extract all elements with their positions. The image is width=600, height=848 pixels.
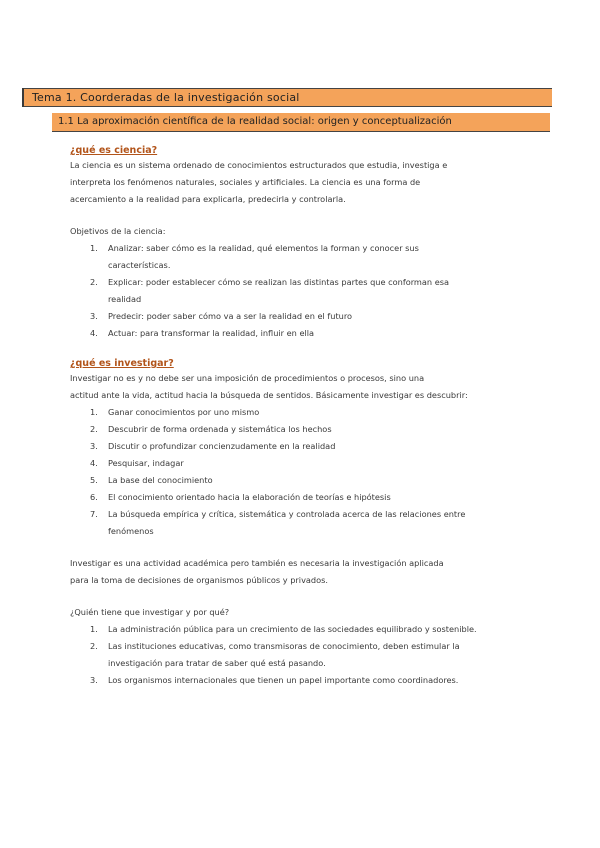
list-item bbox=[70, 240, 540, 274]
list-text: Ganar conocimientos por uno mismo bbox=[108, 407, 260, 417]
list-text: Pesquisar, indagar bbox=[108, 458, 184, 468]
list-number: 3. bbox=[90, 675, 98, 685]
content-body bbox=[70, 144, 540, 689]
list-item bbox=[70, 472, 540, 489]
list-item bbox=[70, 438, 540, 455]
ciencia-definition bbox=[70, 157, 540, 208]
section-title-bar bbox=[52, 113, 550, 132]
list-number: 4. bbox=[90, 458, 98, 468]
heading-ciencia: ¿qué es ciencia? bbox=[70, 145, 158, 156]
list-text: Descubrir de forma ordenada y sistemática los hechos bbox=[108, 424, 332, 434]
text-line: Investigar es una actividad académica pero también es necesaria la investigación aplicada bbox=[70, 558, 444, 568]
list-text: fenómenos bbox=[108, 526, 154, 536]
text-line: para la toma de decisiones de organismos públicos y privados. bbox=[70, 575, 329, 585]
list-text: El conocimiento orientado hacia la elaboración de teorías e hipótesis bbox=[108, 492, 391, 502]
text-line: interpreta los fenómenos naturales, sociales y artificiales. La ciencia es una forma de bbox=[70, 177, 421, 187]
list-item bbox=[70, 621, 540, 638]
topic-title: Tema 1. Coorderadas de la investigación social bbox=[32, 91, 300, 104]
objectives-label: Objetivos de la ciencia: bbox=[70, 226, 166, 236]
list-text: Las instituciones educativas, como transmisoras de conocimiento, deben estimular la bbox=[108, 641, 460, 651]
list-item bbox=[70, 325, 540, 342]
list-item bbox=[70, 404, 540, 421]
list-number: 1. bbox=[90, 407, 98, 417]
quien-question: ¿Quién tiene que investigar y por qué? bbox=[70, 607, 230, 617]
list-text: Discutir o profundizar concienzudamente en la realidad bbox=[108, 441, 336, 451]
list-item bbox=[70, 672, 540, 689]
text-line: acercamiento a la realidad para explicarla, predecirla y controlarla. bbox=[70, 194, 346, 204]
list-item bbox=[70, 638, 540, 672]
list-text: características. bbox=[108, 260, 171, 270]
list-item bbox=[70, 489, 540, 506]
list-item bbox=[70, 421, 540, 438]
list-text: Predecir: poder saber cómo va a ser la realidad en el futuro bbox=[108, 311, 353, 321]
list-number: 7. bbox=[90, 509, 98, 519]
list-number: 3. bbox=[90, 441, 98, 451]
list-text: La base del conocimiento bbox=[108, 475, 213, 485]
text-line: actitud ante la vida, actitud hacia la búsqueda de sentidos. Básicamente investigar es descubrir: bbox=[70, 390, 468, 400]
list-text: Analizar: saber cómo es la realidad, qué elementos la forman y conocer sus bbox=[108, 243, 419, 253]
list-number: 4. bbox=[90, 328, 98, 338]
list-number: 2. bbox=[90, 641, 98, 651]
list-item bbox=[70, 274, 540, 308]
list-number: 1. bbox=[90, 624, 98, 634]
text-line: Investigar no es y no debe ser una imposición de procedimientos o procesos, sino una bbox=[70, 373, 425, 383]
list-text: Actuar: para transformar la realidad, influir en ella bbox=[108, 328, 315, 338]
list-item bbox=[70, 308, 540, 325]
list-number: 5. bbox=[90, 475, 98, 485]
list-item bbox=[70, 506, 540, 540]
objectives-list bbox=[70, 240, 540, 342]
list-item bbox=[70, 455, 540, 472]
investigar-list bbox=[70, 404, 540, 540]
list-text: Los organismos internacionales que tienen un papel importante como coordinadores. bbox=[108, 675, 459, 685]
quien-list bbox=[70, 621, 540, 689]
list-number: 1. bbox=[90, 243, 98, 253]
list-number: 2. bbox=[90, 424, 98, 434]
list-text: La búsqueda empírica y crítica, sistemática y controlada acerca de las relaciones entre bbox=[108, 509, 466, 519]
list-text: realidad bbox=[108, 294, 142, 304]
list-text: investigación para tratar de saber qué está pasando. bbox=[108, 658, 326, 668]
list-number: 2. bbox=[90, 277, 98, 287]
heading-investigar: ¿qué es investigar? bbox=[70, 358, 174, 369]
list-text: Explicar: poder establecer cómo se realizan las distintas partes que conforman esa bbox=[108, 277, 450, 287]
section-title: 1.1 La aproximación científica de la realidad social: origen y conceptualización bbox=[58, 116, 452, 127]
list-text: La administración pública para un crecimiento de las sociedades equilibrado y sostenible. bbox=[108, 624, 477, 634]
list-number: 3. bbox=[90, 311, 98, 321]
topic-title-bar bbox=[22, 88, 552, 107]
text-line: La ciencia es un sistema ordenado de conocimientos estructurados que estudia, investiga e bbox=[70, 160, 448, 170]
list-number: 6. bbox=[90, 492, 98, 502]
